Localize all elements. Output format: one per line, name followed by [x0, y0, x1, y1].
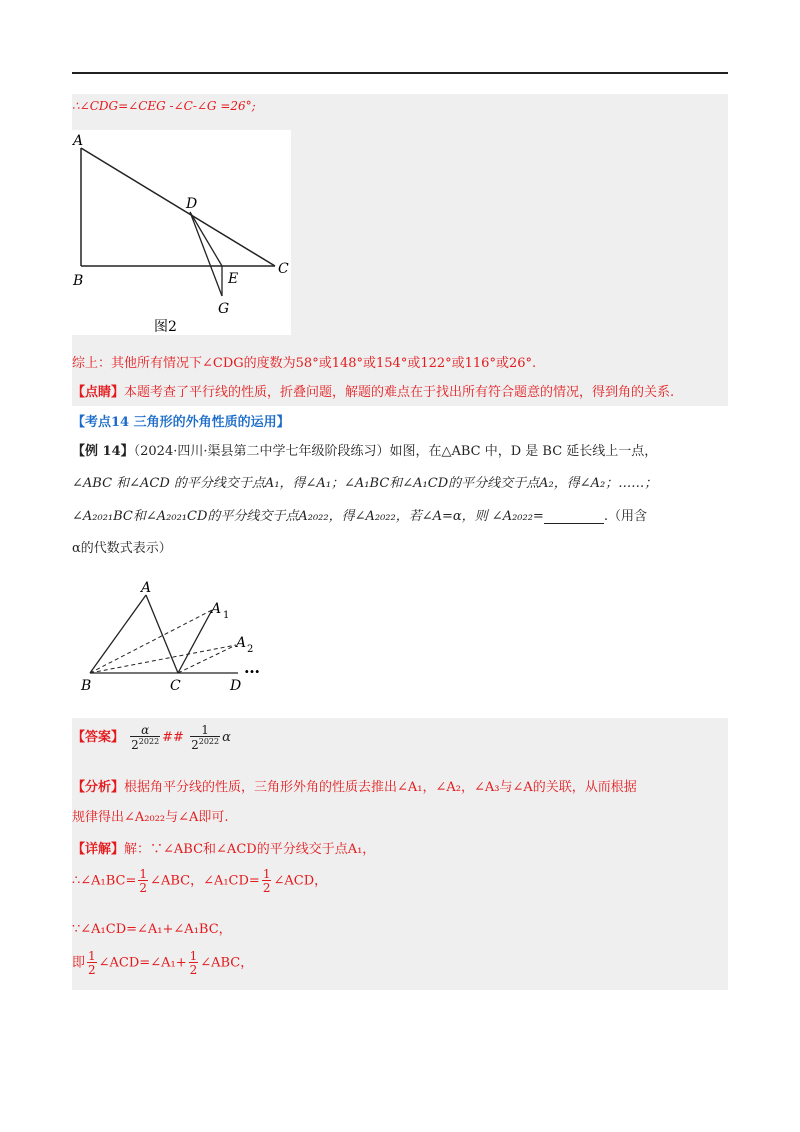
example-line-3 [72, 505, 647, 524]
label-a2: A [236, 635, 247, 651]
example-figure-svg [78, 575, 278, 695]
answer-frac2-den [190, 736, 220, 751]
frac1-base: 2 [131, 738, 139, 752]
label-a1: A [211, 601, 222, 617]
segment-ba [90, 595, 146, 673]
example-line-1 [72, 440, 657, 459]
example-figure [78, 575, 278, 695]
answer-tag: 【答案】 [72, 730, 125, 745]
analysis-line-2: 规律得出∠A₂₀₂₂与∠A即可. [72, 810, 229, 825]
label-b: B [73, 273, 84, 289]
example-line-3-text: ∠A₂₀₂₁BC和∠A₂₀₂₁CD的平分线交于点A₂₀₂₂，得∠A₂₀₂₂，若∠A=α，则 ∠A₂₀₂₂= [72, 509, 544, 524]
detail-tag: 【详解】 [72, 842, 125, 857]
half-num: 1 [139, 867, 148, 881]
segment-de [190, 212, 222, 266]
segment-ba2 [90, 645, 236, 673]
detail-text-1: 解：∵∠ABC和∠ACD的平分线交于点A₁， [124, 842, 376, 857]
frac1-exp: 2022 [138, 737, 160, 746]
figure-2 [72, 130, 291, 335]
detail-4a: 即 [72, 955, 86, 971]
detail-2a: ∴∠A₁BC= [72, 873, 137, 889]
comment-tag: 【点睛】 [72, 385, 125, 400]
ellipsis-dots: … [244, 658, 260, 677]
segment-ca1 [178, 610, 212, 673]
label-a: A [141, 580, 152, 596]
comment-text: 本题考查了平行线的性质，折叠问题，解题的难点在于找出所有符合题意的情况，得到角的关系. [124, 385, 675, 400]
half-den: 2 [88, 963, 96, 977]
prev-conclusion-line: ∴∠CDG=∠CEG -∠C-∠G =26°; [72, 99, 256, 113]
label-b: B [81, 678, 92, 694]
answer-fraction-1 [130, 724, 160, 751]
example-line-4: α的代数式表示） [72, 541, 172, 556]
analysis-tag: 【分析】 [72, 780, 125, 795]
answer-frac1-den [130, 736, 160, 751]
label-a2-sub: 2 [247, 644, 254, 655]
answer-fraction-2 [190, 724, 220, 751]
half-den: 2 [139, 881, 148, 895]
answer-separator: ## [162, 730, 184, 745]
detail-line-2 [72, 868, 327, 894]
example-line-2: ∠ABC 和∠ACD 的平分线交于点A₁，得∠A₁；∠A₁BC和∠A₁CD的平分线交于点A₂，得∠A₂；……； [72, 476, 658, 491]
label-e: E [228, 271, 239, 287]
segment-ac [81, 148, 275, 266]
section-title: 【考点14 三角形的外角性质的运用】 [72, 415, 290, 430]
detail-line-3: ∵∠A₁CD=∠A₁+∠A₁BC， [72, 922, 232, 937]
frac2-exp: 2022 [198, 737, 220, 746]
detail-2c: ∠ACD， [273, 873, 328, 889]
frac2-base: 2 [191, 738, 199, 752]
label-a: A [73, 133, 84, 149]
label-c: C [278, 261, 289, 277]
comment-line [72, 381, 674, 400]
header-rule [72, 72, 728, 74]
example-source: （2024·四川·渠县第二中学七年级阶段练习）如图，在△ABC 中，D 是 BC 延长线上一点， [133, 444, 658, 459]
half-fraction-3 [87, 950, 97, 976]
half-den: 2 [189, 963, 198, 977]
detail-4b: ∠ACD=∠A₁+ [98, 955, 187, 971]
detail-4c: ∠ABC， [200, 955, 254, 971]
analysis-text-1: 根据角平分线的性质，三角形外角的性质去推出∠A₁，∠A₂，∠A₃与∠A的关联，从而根据 [124, 780, 637, 795]
analysis-line-1 [72, 776, 637, 795]
label-g: G [218, 301, 230, 317]
example-tag: 【例 14】 [72, 444, 134, 459]
segment-ca2 [178, 645, 236, 673]
detail-2b: ∠ABC，∠A₁CD= [150, 873, 260, 889]
detail-line-4 [72, 950, 253, 976]
example-line-3-end: .（用含 [603, 509, 647, 524]
label-d: D [186, 196, 198, 212]
half-fraction-4 [189, 950, 199, 976]
segment-ac [146, 595, 178, 673]
answer-tail: α [222, 730, 231, 745]
answer-frac1-num: α [141, 723, 150, 737]
figure-2-caption: 图2 [154, 319, 177, 335]
summary-line: 综上：其他所有情况下∠CDG的度数为58°或148°或154°或122°或116°或26°. [72, 356, 537, 371]
answer-blank [544, 511, 604, 524]
half-num: 1 [262, 867, 271, 881]
half-num: 1 [88, 949, 96, 963]
segment-ba1 [90, 610, 212, 673]
answer-frac2-num: 1 [201, 723, 209, 737]
label-c: C [170, 678, 181, 694]
half-fraction-2 [262, 868, 272, 894]
label-a1-sub: 1 [223, 610, 230, 621]
detail-line-1 [72, 838, 375, 857]
label-d: D [230, 678, 242, 694]
half-num: 1 [189, 949, 198, 963]
figure-2-svg [72, 130, 291, 335]
half-den: 2 [262, 881, 271, 895]
half-fraction-1 [138, 868, 148, 894]
answer-line [72, 724, 231, 751]
